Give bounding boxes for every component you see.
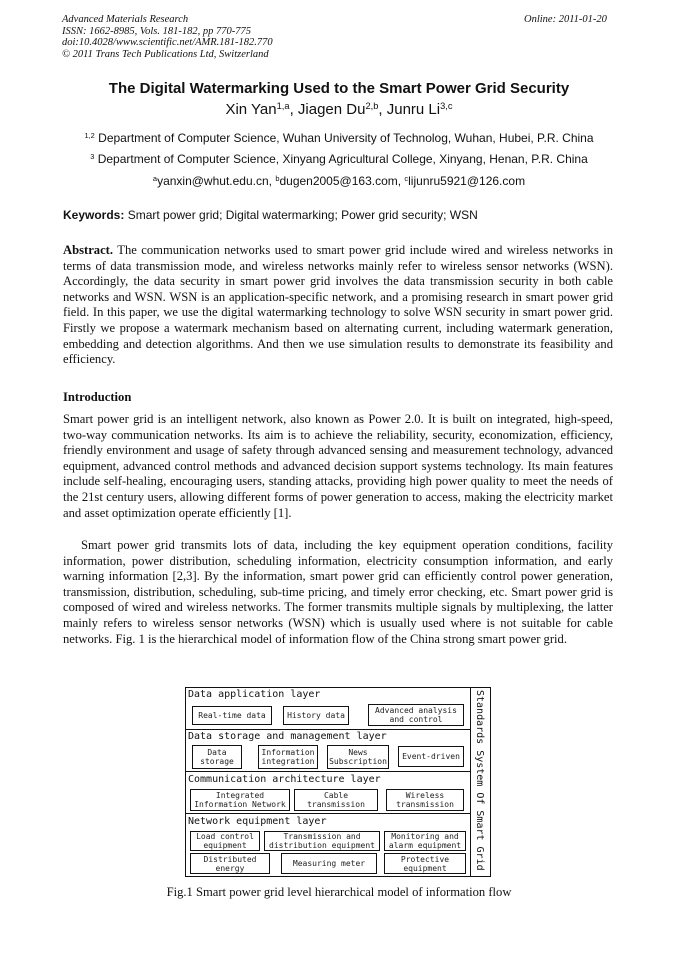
author-sup: 2,b (365, 100, 379, 111)
box-event-driven: Event-driven (398, 746, 464, 767)
author-sup: 1,a (276, 100, 290, 111)
intro-paragraph-1: Smart power grid is an intelligent network, also known as Power 2.0. It is built on integrated, high-speed, two-way communication networks. Its aim is to achieve the reliability, security, economization, efficiency, friendly environment and usage of safety through advanced sensing and measurement technology, advanced equipment, advanced control methods and advanced decision support systems technology. Its main features include self-healing, encouraging users, standing attacks, providing high power quality to meet the needs of the 21st century users, allowing different forms of power generation to access, making the electricity market and asset optimization operate efficiently [1]. (63, 412, 613, 520)
email-sup: b (275, 173, 280, 183)
intro-paragraph-2: Smart power grid transmits lots of data, including the key equipment operation conditions, facility information, power distribution, scheduling information, electricity consumption information, and early warning information [2,3]. By the information, smart power grid can efficiently control power generation, transmission, distribution, scheduling, sub-time pricing, and timely error checking, etc. Smart power grid is composed of wired and wireless networks. The former transmits multiple signals by multiplexing, the latter mainly refers to wireless sensor networks (WSN) which is usually used where is not suitable for cable networks. Fig. 1 is the hierarchical model of information flow of the China strong smart power grid. (63, 538, 613, 646)
email-link[interactable]: yanxin@whut.edu.cn (157, 174, 269, 188)
affiliation-text: Department of Computer Science, Xinyang Agricultural College, Xinyang, Henan, P.R. China (97, 152, 588, 166)
author-name: Jiagen Du (297, 101, 366, 118)
box-advanced-analysis: Advanced analysis and control (368, 704, 464, 726)
box-real-time-data: Real-time data (192, 706, 272, 725)
author-list: Xin Yan$^{1,a}$, Jiagen Du$^{2,b}$, Junru Li$^{3,c}$ (225, 100, 453, 118)
keywords (63, 208, 478, 222)
author-sup: 3,c (440, 100, 453, 111)
paper-title: The Digital Watermarking Used to the Smart Power Grid Security (108, 80, 570, 97)
layer-data-storage (186, 730, 470, 772)
email-sup: a (152, 173, 158, 183)
box-protective-equipment: Protective equipment (384, 853, 466, 874)
layer-title: Communication architecture layer (188, 774, 381, 785)
layer-title: Network equipment layer (188, 816, 327, 827)
keywords-text: Smart power grid; Digital watermarking; Power grid security; WSN (127, 208, 478, 222)
layer-title: Data storage and management layer (188, 731, 387, 742)
affiliation-sup: 3 (90, 151, 95, 161)
abstract-label: Abstract. (63, 243, 114, 257)
email-link[interactable]: dugen2005@163.com (279, 174, 398, 188)
affiliation-2 (0, 152, 678, 166)
box-transmission-distribution-equipment: Transmission and distribution equipment (264, 831, 380, 851)
affiliation-1 (0, 131, 678, 145)
doi: doi:10.4028/www.scientific.net/AMR.181-182.770 (62, 37, 273, 48)
abstract (63, 243, 613, 368)
box-data-storage: Data storage (192, 745, 242, 769)
layer-network-equipment (186, 814, 470, 876)
box-load-control-equipment: Load control equipment (190, 831, 260, 851)
figure-caption: Fig.1 Smart power grid level hierarchical model of information flow (166, 885, 512, 899)
box-wireless-transmission: Wireless transmission (386, 789, 464, 811)
email-sup: c (404, 173, 409, 183)
standards-system-column (470, 688, 490, 876)
figure-hierarchical-model (185, 687, 491, 877)
box-cable-transmission: Cable transmission (294, 789, 378, 811)
affiliation-sup: 1,2 (84, 130, 95, 140)
layer-communication-architecture (186, 772, 470, 814)
box-distributed-energy: Distributed energy (190, 853, 270, 874)
issn: ISSN: 1662-8985, Vols. 181-182, pp 770-775 (62, 25, 251, 37)
box-news-subscription: News Subscription (327, 745, 389, 769)
layer-data-application (186, 688, 470, 730)
box-information-integration: Information integration (258, 745, 318, 769)
abstract-text: The communication networks used to smart power grid include wired and wireless networks in terms of data transmission mode, and wireless networks mainly refer to wireless sensor networks (WSN). Accordingly, the data security in smart power grid involves the data transmission security in both cable networks and WSN. WSN is an application-specific network, and a promising research in smart power grid field. In this paper, we use the digital watermarking technology to solve WSN security in smart power grid. Firstly we propose a watermark mechanism based on alternating current, including watermark generation, embedding and detection algorithms. And then we use simulation results to demonstrate its feasibility and efficiency. (63, 243, 614, 367)
email-list: $^a$yanxin@whut.edu.cn, $^b$dugen2005@163.com, $^c$lijunru5921@126.com (152, 173, 526, 188)
section-heading-introduction: Introduction (63, 390, 132, 404)
box-monitoring-alarm-equipment: Monitoring and alarm equipment (384, 831, 466, 851)
journal-header (62, 14, 273, 60)
layer-title: Data application layer (188, 689, 321, 700)
standards-system-label: Standards System Of Smart Grid (474, 690, 485, 871)
author-name: Junru Li (386, 101, 441, 118)
journal-name: Advanced Materials Research (62, 14, 189, 25)
online-date: Online: 2011-01-20 (524, 14, 607, 25)
copyright: © 2011 Trans Tech Publications Ltd, Switzerland (62, 48, 269, 60)
box-history-data: History data (283, 706, 349, 725)
keywords-label: Keywords: (63, 208, 125, 222)
box-integrated-information-network: Integrated Information Network (190, 789, 290, 811)
box-measuring-meter: Measuring meter (281, 853, 377, 874)
affiliation-text: Department of Computer Science, Wuhan University of Technolog, Wuhan, Hubei, P.R. China (98, 131, 594, 145)
author-name: Xin Yan (225, 101, 277, 118)
email-link[interactable]: lijunru5921@126.com (408, 174, 526, 188)
